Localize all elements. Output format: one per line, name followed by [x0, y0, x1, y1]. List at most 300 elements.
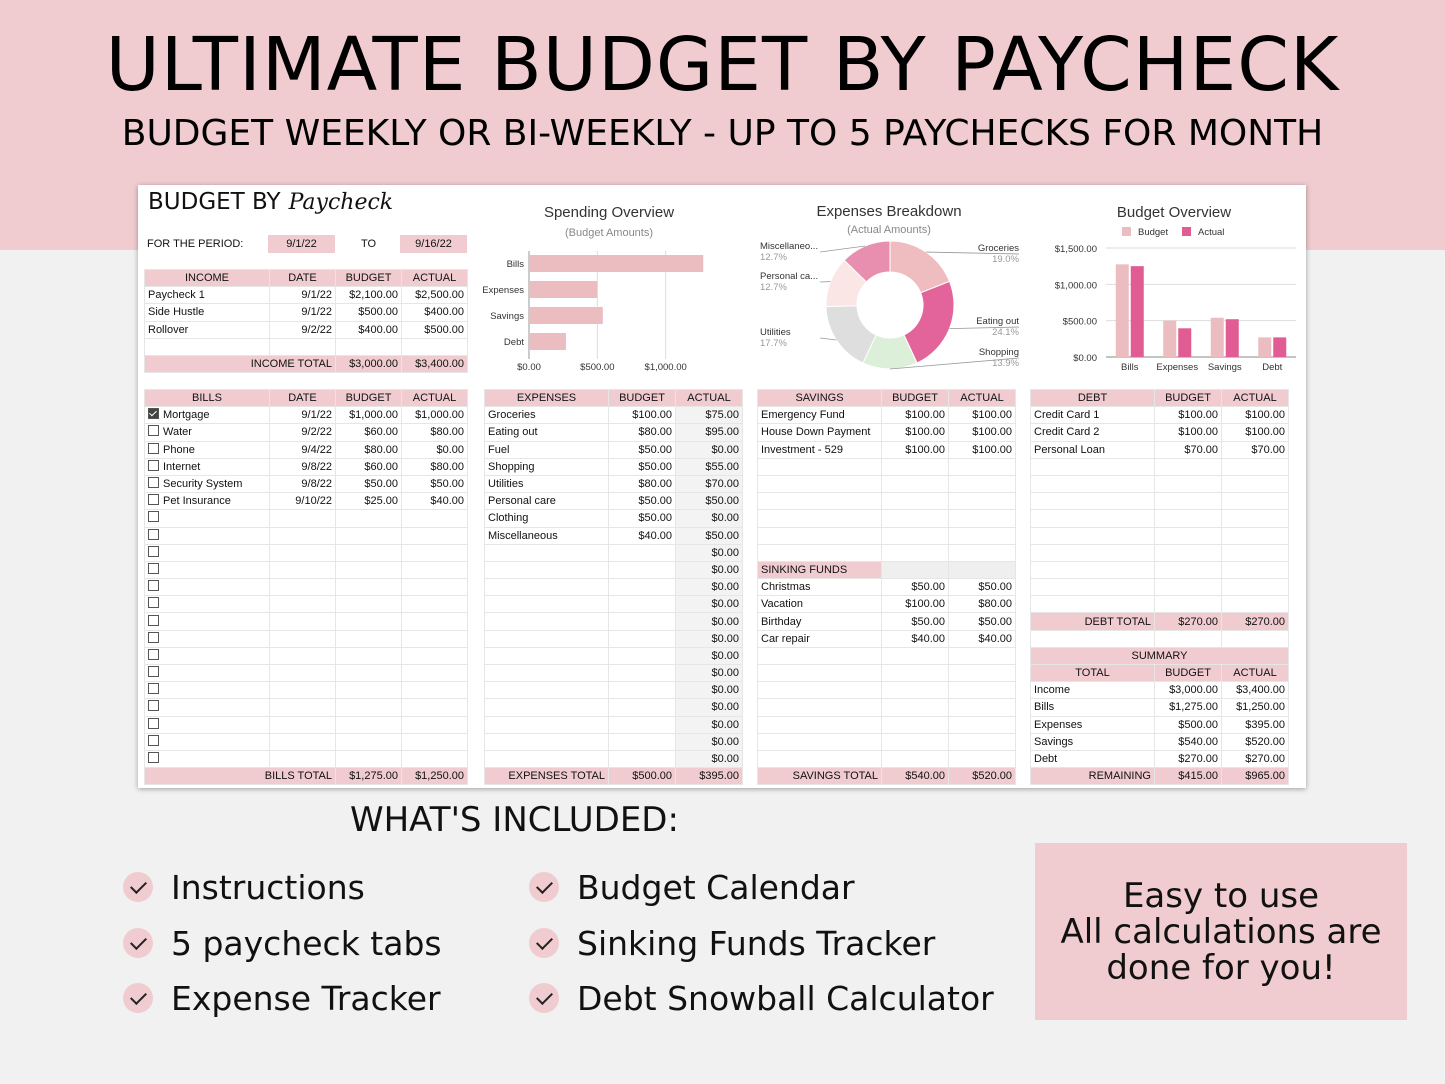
table-cell[interactable] [270, 630, 336, 647]
table-cell[interactable]: Clothing [485, 510, 609, 527]
table-cell[interactable]: $100.00 [882, 596, 949, 613]
table-cell[interactable] [270, 750, 336, 767]
table-cell[interactable] [270, 579, 336, 596]
table-cell[interactable] [882, 527, 949, 544]
table-cell[interactable] [1222, 596, 1289, 613]
bill-name[interactable] [145, 733, 270, 750]
table-cell[interactable] [485, 561, 609, 578]
paid-checkbox[interactable] [148, 683, 159, 694]
table-cell[interactable]: 9/1/22 [270, 287, 336, 304]
table-cell[interactable] [1155, 544, 1222, 561]
table-cell[interactable] [1222, 510, 1289, 527]
table-cell[interactable] [949, 561, 1016, 578]
paid-checkbox[interactable] [148, 597, 159, 608]
table-cell[interactable] [402, 596, 468, 613]
bill-name[interactable] [145, 510, 270, 527]
table-cell[interactable]: Credit Card 2 [1031, 424, 1155, 441]
paid-checkbox[interactable] [148, 718, 159, 729]
table-cell[interactable]: $0.00 [402, 441, 468, 458]
table-cell[interactable]: $520.00 [1222, 733, 1289, 750]
table-cell[interactable]: Bills [1031, 699, 1155, 716]
table-cell[interactable] [402, 647, 468, 664]
bill-name[interactable] [145, 561, 270, 578]
table-cell[interactable]: $0.00 [676, 510, 743, 527]
table-cell[interactable]: $0.00 [676, 750, 743, 767]
table-cell[interactable] [758, 527, 882, 544]
table-cell[interactable]: $80.00 [609, 424, 676, 441]
table-cell[interactable]: 9/2/22 [270, 424, 336, 441]
table-cell[interactable]: $70.00 [1222, 441, 1289, 458]
table-cell[interactable] [882, 561, 949, 578]
total-actual[interactable]: $3,400.00 [402, 355, 468, 372]
table-cell[interactable] [485, 613, 609, 630]
table-cell[interactable]: $0.00 [676, 647, 743, 664]
table-cell[interactable] [1222, 561, 1289, 578]
table-cell[interactable] [336, 596, 402, 613]
table-cell[interactable] [402, 716, 468, 733]
bill-name[interactable] [145, 544, 270, 561]
table-cell[interactable]: $40.00 [609, 527, 676, 544]
table-cell[interactable] [882, 682, 949, 699]
table-cell[interactable]: Shopping [485, 458, 609, 475]
total-budget[interactable]: $270.00 [1155, 613, 1222, 630]
table-cell[interactable] [758, 458, 882, 475]
table-cell[interactable] [485, 733, 609, 750]
table-cell[interactable] [609, 665, 676, 682]
table-cell[interactable] [949, 544, 1016, 561]
table-cell[interactable] [1031, 510, 1155, 527]
paid-checkbox[interactable] [148, 700, 159, 711]
table-cell[interactable] [1155, 493, 1222, 510]
table-cell[interactable]: $400.00 [402, 304, 468, 321]
table-cell[interactable]: Christmas [758, 579, 882, 596]
table-cell[interactable] [609, 682, 676, 699]
bill-name[interactable] [145, 579, 270, 596]
table-cell[interactable]: $270.00 [1155, 750, 1222, 767]
table-cell[interactable] [336, 682, 402, 699]
table-cell[interactable] [336, 544, 402, 561]
table-cell[interactable]: $540.00 [1155, 733, 1222, 750]
table-cell[interactable]: Birthday [758, 613, 882, 630]
table-cell[interactable]: $25.00 [336, 493, 402, 510]
table-cell[interactable] [949, 682, 1016, 699]
table-cell[interactable] [609, 596, 676, 613]
bill-name[interactable] [145, 458, 270, 475]
table-cell[interactable]: $0.00 [676, 630, 743, 647]
table-cell[interactable] [402, 338, 468, 355]
table-cell[interactable]: $50.00 [882, 579, 949, 596]
table-cell[interactable]: $2,500.00 [402, 287, 468, 304]
table-cell[interactable] [758, 750, 882, 767]
table-cell[interactable] [402, 544, 468, 561]
table-cell[interactable] [609, 647, 676, 664]
table-cell[interactable] [402, 613, 468, 630]
table-cell[interactable]: Expenses [1031, 716, 1155, 733]
table-cell[interactable] [270, 665, 336, 682]
table-cell[interactable] [485, 665, 609, 682]
table-cell[interactable] [1155, 527, 1222, 544]
table-cell[interactable] [1155, 458, 1222, 475]
table-cell[interactable]: $100.00 [882, 407, 949, 424]
bill-name[interactable] [145, 441, 270, 458]
table-cell[interactable]: House Down Payment [758, 424, 882, 441]
table-cell[interactable]: $80.00 [336, 441, 402, 458]
table-cell[interactable] [270, 561, 336, 578]
table-cell[interactable]: $500.00 [402, 321, 468, 338]
table-cell[interactable]: $100.00 [609, 407, 676, 424]
table-cell[interactable]: Groceries [485, 407, 609, 424]
table-cell[interactable]: $100.00 [1155, 424, 1222, 441]
table-cell[interactable] [882, 699, 949, 716]
table-cell[interactable] [270, 527, 336, 544]
table-cell[interactable]: $60.00 [336, 458, 402, 475]
table-cell[interactable]: $0.00 [676, 579, 743, 596]
table-cell[interactable] [402, 630, 468, 647]
table-cell[interactable] [485, 596, 609, 613]
table-cell[interactable]: $0.00 [676, 596, 743, 613]
table-cell[interactable]: $70.00 [1155, 441, 1222, 458]
bill-name[interactable] [145, 596, 270, 613]
table-cell[interactable]: $80.00 [949, 596, 1016, 613]
bill-name[interactable] [145, 647, 270, 664]
table-cell[interactable] [1031, 630, 1155, 647]
table-cell[interactable]: $50.00 [609, 510, 676, 527]
table-cell[interactable]: $50.00 [676, 527, 743, 544]
table-cell[interactable]: Car repair [758, 630, 882, 647]
table-cell[interactable] [949, 733, 1016, 750]
table-cell[interactable]: $50.00 [402, 475, 468, 492]
total-actual[interactable]: $270.00 [1222, 613, 1289, 630]
table-cell[interactable] [270, 733, 336, 750]
table-cell[interactable] [949, 475, 1016, 492]
table-cell[interactable] [402, 733, 468, 750]
table-cell[interactable]: $50.00 [676, 493, 743, 510]
bill-name[interactable] [145, 682, 270, 699]
table-cell[interactable]: $50.00 [336, 475, 402, 492]
table-cell[interactable] [1222, 630, 1289, 647]
remaining-label[interactable]: REMAINING [1031, 768, 1155, 785]
table-cell[interactable] [485, 699, 609, 716]
table-cell[interactable] [1031, 493, 1155, 510]
table-cell[interactable] [402, 699, 468, 716]
paid-checkbox[interactable] [148, 511, 159, 522]
bill-name[interactable] [145, 493, 270, 510]
table-cell[interactable]: Vacation [758, 596, 882, 613]
table-cell[interactable] [609, 733, 676, 750]
table-cell[interactable] [336, 647, 402, 664]
table-cell[interactable] [1222, 544, 1289, 561]
total-label[interactable]: SAVINGS TOTAL [758, 768, 882, 785]
table-cell[interactable] [758, 682, 882, 699]
remaining-actual[interactable]: $965.00 [1222, 768, 1289, 785]
table-cell[interactable]: $80.00 [402, 424, 468, 441]
table-cell[interactable] [1031, 596, 1155, 613]
paid-checkbox[interactable] [148, 580, 159, 591]
table-cell[interactable] [270, 338, 336, 355]
table-cell[interactable]: $40.00 [949, 630, 1016, 647]
table-cell[interactable]: $75.00 [676, 407, 743, 424]
table-cell[interactable] [1222, 493, 1289, 510]
table-cell[interactable] [336, 613, 402, 630]
table-cell[interactable] [1155, 561, 1222, 578]
table-cell[interactable] [336, 338, 402, 355]
table-cell[interactable]: Eating out [485, 424, 609, 441]
table-cell[interactable] [882, 716, 949, 733]
table-cell[interactable] [758, 493, 882, 510]
bill-name[interactable] [145, 424, 270, 441]
table-cell[interactable]: $80.00 [402, 458, 468, 475]
table-cell[interactable] [402, 510, 468, 527]
table-cell[interactable]: $0.00 [676, 561, 743, 578]
table-cell[interactable]: Emergency Fund [758, 407, 882, 424]
table-cell[interactable]: $50.00 [609, 458, 676, 475]
table-cell[interactable]: $40.00 [882, 630, 949, 647]
bill-name[interactable] [145, 613, 270, 630]
table-cell[interactable] [1155, 510, 1222, 527]
table-cell[interactable] [758, 716, 882, 733]
table-cell[interactable]: $2,100.00 [336, 287, 402, 304]
total-label[interactable]: DEBT TOTAL [1031, 613, 1155, 630]
table-cell[interactable]: $100.00 [1222, 424, 1289, 441]
paid-checkbox[interactable] [148, 494, 159, 505]
table-cell[interactable] [485, 579, 609, 596]
total-actual[interactable]: $1,250.00 [402, 768, 468, 785]
table-cell[interactable] [402, 665, 468, 682]
table-cell[interactable] [485, 544, 609, 561]
table-cell[interactable]: Rollover [145, 321, 270, 338]
table-cell[interactable] [882, 493, 949, 510]
table-cell[interactable] [336, 630, 402, 647]
table-cell[interactable] [882, 475, 949, 492]
paid-checkbox[interactable] [148, 632, 159, 643]
table-cell[interactable]: Personal care [485, 493, 609, 510]
table-cell[interactable]: $95.00 [676, 424, 743, 441]
table-cell[interactable]: $1,250.00 [1222, 699, 1289, 716]
table-cell[interactable] [1222, 579, 1289, 596]
table-cell[interactable] [609, 716, 676, 733]
table-cell[interactable] [609, 579, 676, 596]
table-cell[interactable] [1031, 458, 1155, 475]
table-cell[interactable]: Side Hustle [145, 304, 270, 321]
table-cell[interactable] [882, 647, 949, 664]
paid-checkbox[interactable] [148, 460, 159, 471]
table-cell[interactable] [758, 510, 882, 527]
remaining-budget[interactable]: $415.00 [1155, 768, 1222, 785]
bill-name[interactable] [145, 475, 270, 492]
table-cell[interactable] [485, 630, 609, 647]
paid-checkbox[interactable] [148, 563, 159, 574]
table-cell[interactable] [1031, 579, 1155, 596]
table-cell[interactable] [485, 647, 609, 664]
table-cell[interactable]: $100.00 [949, 441, 1016, 458]
table-cell[interactable]: $50.00 [882, 613, 949, 630]
table-cell[interactable] [882, 750, 949, 767]
table-cell[interactable] [270, 613, 336, 630]
table-cell[interactable] [882, 733, 949, 750]
table-cell[interactable]: $0.00 [676, 441, 743, 458]
sinking-funds-header[interactable]: SINKING FUNDS [758, 561, 882, 578]
table-cell[interactable] [485, 750, 609, 767]
table-cell[interactable] [485, 716, 609, 733]
table-cell[interactable] [336, 561, 402, 578]
table-cell[interactable] [609, 699, 676, 716]
bill-name[interactable] [145, 699, 270, 716]
table-cell[interactable]: Income [1031, 682, 1155, 699]
total-budget[interactable]: $500.00 [609, 768, 676, 785]
table-cell[interactable]: $55.00 [676, 458, 743, 475]
table-cell[interactable] [949, 493, 1016, 510]
table-cell[interactable] [336, 665, 402, 682]
bill-name[interactable] [145, 665, 270, 682]
paid-checkbox[interactable] [148, 649, 159, 660]
table-cell[interactable]: 9/2/22 [270, 321, 336, 338]
total-budget[interactable]: $1,275.00 [336, 768, 402, 785]
paid-checkbox[interactable] [148, 529, 159, 540]
paid-checkbox[interactable] [148, 425, 159, 436]
table-cell[interactable] [758, 647, 882, 664]
table-cell[interactable] [1031, 475, 1155, 492]
bill-name[interactable] [145, 716, 270, 733]
table-cell[interactable] [1222, 458, 1289, 475]
table-cell[interactable] [949, 699, 1016, 716]
table-cell[interactable]: $3,000.00 [1155, 682, 1222, 699]
table-cell[interactable] [270, 510, 336, 527]
table-cell[interactable]: Savings [1031, 733, 1155, 750]
table-cell[interactable]: $100.00 [1222, 407, 1289, 424]
table-cell[interactable]: Fuel [485, 441, 609, 458]
period-end[interactable]: 9/16/22 [400, 235, 467, 253]
table-cell[interactable] [758, 665, 882, 682]
table-cell[interactable] [949, 510, 1016, 527]
table-cell[interactable]: $395.00 [1222, 716, 1289, 733]
table-cell[interactable] [609, 630, 676, 647]
table-cell[interactable]: 9/1/22 [270, 407, 336, 424]
paid-checkbox[interactable] [148, 666, 159, 677]
table-cell[interactable]: $3,400.00 [1222, 682, 1289, 699]
table-cell[interactable] [336, 699, 402, 716]
table-cell[interactable] [336, 750, 402, 767]
table-cell[interactable]: 9/8/22 [270, 475, 336, 492]
table-cell[interactable]: $0.00 [676, 682, 743, 699]
total-budget[interactable]: $3,000.00 [336, 355, 402, 372]
table-cell[interactable] [402, 561, 468, 578]
table-cell[interactable] [1031, 527, 1155, 544]
table-cell[interactable] [758, 699, 882, 716]
table-cell[interactable] [270, 699, 336, 716]
table-cell[interactable] [758, 733, 882, 750]
table-cell[interactable]: $100.00 [882, 441, 949, 458]
table-cell[interactable] [882, 458, 949, 475]
table-cell[interactable] [1155, 579, 1222, 596]
bill-name[interactable] [145, 750, 270, 767]
table-cell[interactable]: $100.00 [949, 424, 1016, 441]
table-cell[interactable] [949, 665, 1016, 682]
table-cell[interactable]: $0.00 [676, 733, 743, 750]
table-cell[interactable]: 9/10/22 [270, 493, 336, 510]
total-label[interactable]: BILLS TOTAL [145, 768, 336, 785]
table-cell[interactable]: $40.00 [402, 493, 468, 510]
table-cell[interactable] [270, 596, 336, 613]
table-cell[interactable]: $500.00 [336, 304, 402, 321]
table-cell[interactable] [336, 579, 402, 596]
table-cell[interactable]: $80.00 [609, 475, 676, 492]
total-budget[interactable]: $540.00 [882, 768, 949, 785]
table-cell[interactable]: $0.00 [676, 716, 743, 733]
table-cell[interactable]: $0.00 [676, 613, 743, 630]
table-cell[interactable] [882, 665, 949, 682]
table-cell[interactable]: $270.00 [1222, 750, 1289, 767]
table-cell[interactable] [609, 750, 676, 767]
table-cell[interactable] [949, 716, 1016, 733]
table-cell[interactable] [1031, 561, 1155, 578]
table-cell[interactable] [402, 527, 468, 544]
table-cell[interactable] [402, 579, 468, 596]
table-cell[interactable] [609, 561, 676, 578]
table-cell[interactable]: Utilities [485, 475, 609, 492]
paid-checkbox[interactable] [148, 443, 159, 454]
table-cell[interactable]: $500.00 [1155, 716, 1222, 733]
table-cell[interactable] [609, 544, 676, 561]
total-label[interactable]: EXPENSES TOTAL [485, 768, 609, 785]
paid-checkbox[interactable] [148, 546, 159, 557]
table-cell[interactable] [270, 682, 336, 699]
table-cell[interactable]: $1,275.00 [1155, 699, 1222, 716]
table-cell[interactable]: $50.00 [609, 441, 676, 458]
table-cell[interactable]: Investment - 529 [758, 441, 882, 458]
table-cell[interactable]: $50.00 [949, 613, 1016, 630]
bill-name[interactable] [145, 630, 270, 647]
table-cell[interactable] [336, 733, 402, 750]
table-cell[interactable]: Paycheck 1 [145, 287, 270, 304]
table-cell[interactable] [336, 716, 402, 733]
paid-checkbox[interactable] [148, 408, 159, 419]
table-cell[interactable] [882, 544, 949, 561]
table-cell[interactable] [949, 458, 1016, 475]
table-cell[interactable]: $1,000.00 [402, 407, 468, 424]
table-cell[interactable]: 9/1/22 [270, 304, 336, 321]
table-cell[interactable] [485, 682, 609, 699]
table-cell[interactable]: $400.00 [336, 321, 402, 338]
table-cell[interactable]: Miscellaneous [485, 527, 609, 544]
table-cell[interactable] [270, 647, 336, 664]
table-cell[interactable]: $100.00 [1155, 407, 1222, 424]
table-cell[interactable]: $0.00 [676, 699, 743, 716]
bill-name[interactable] [145, 527, 270, 544]
table-cell[interactable]: $0.00 [676, 544, 743, 561]
total-label[interactable]: INCOME TOTAL [145, 355, 336, 372]
paid-checkbox[interactable] [148, 615, 159, 626]
table-cell[interactable] [949, 527, 1016, 544]
table-cell[interactable] [1155, 596, 1222, 613]
table-cell[interactable] [1155, 475, 1222, 492]
table-cell[interactable] [949, 647, 1016, 664]
table-cell[interactable]: Credit Card 1 [1031, 407, 1155, 424]
bill-name[interactable] [145, 407, 270, 424]
table-cell[interactable]: $70.00 [676, 475, 743, 492]
table-cell[interactable]: $100.00 [882, 424, 949, 441]
period-start[interactable]: 9/1/22 [268, 235, 335, 253]
table-cell[interactable] [145, 338, 270, 355]
table-cell[interactable]: $1,000.00 [336, 407, 402, 424]
table-cell[interactable] [270, 544, 336, 561]
table-cell[interactable] [758, 544, 882, 561]
total-actual[interactable]: $520.00 [949, 768, 1016, 785]
paid-checkbox[interactable] [148, 735, 159, 746]
table-cell[interactable] [402, 750, 468, 767]
table-cell[interactable]: 9/4/22 [270, 441, 336, 458]
paid-checkbox[interactable] [148, 752, 159, 763]
total-actual[interactable]: $395.00 [676, 768, 743, 785]
